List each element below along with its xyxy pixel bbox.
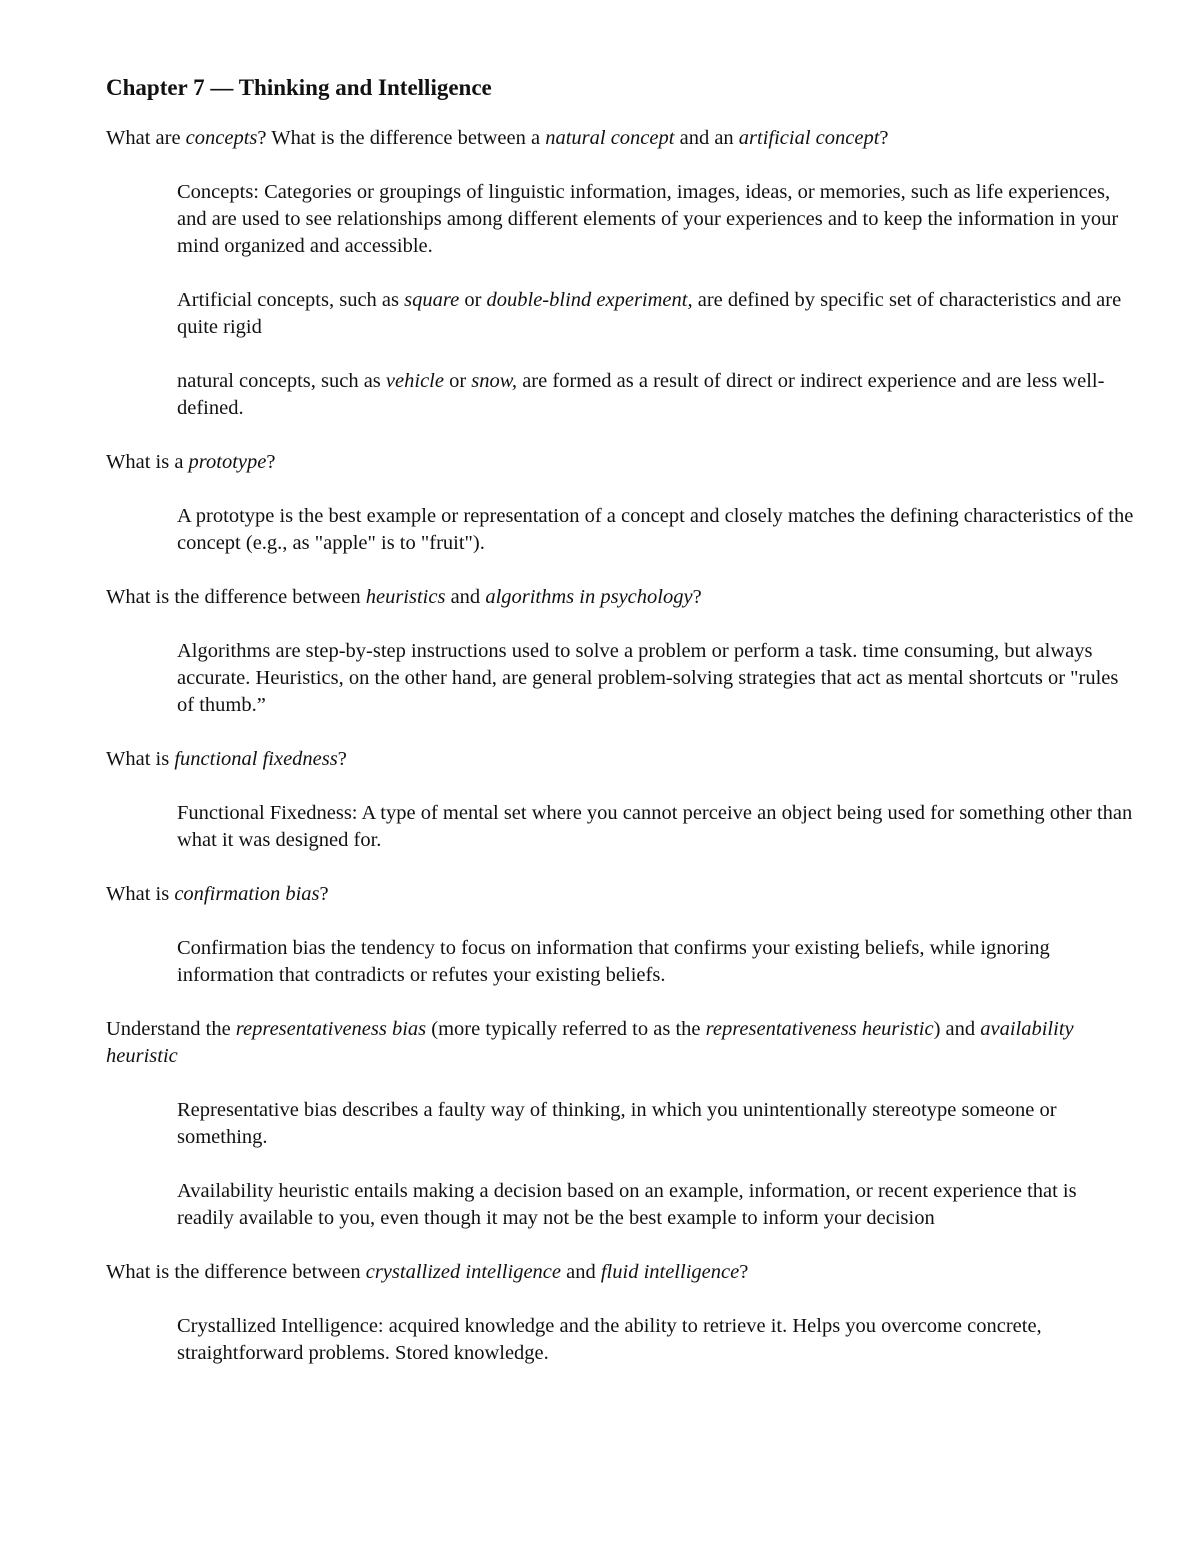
question-text: ? <box>266 451 276 473</box>
answer-artificial-concepts <box>177 287 1136 341</box>
answer-text: natural concepts, such as <box>177 370 386 392</box>
question-text: What is <box>106 748 175 770</box>
question-text: and <box>561 1261 601 1283</box>
question-text: What are <box>106 127 186 149</box>
answer-prototype: A prototype is the best example or representation of a concept and closely matches the defining characteristics of the concept (e.g., as "apple" is to "fruit"). <box>177 505 1134 554</box>
term-concepts: concepts <box>185 127 258 149</box>
term-functional-fixedness: functional fixedness <box>174 748 338 770</box>
term-availability-heuristic: availability heuristic <box>106 1018 1074 1067</box>
answer-text: are formed as a result of direct or indirect experience and are less well-defined. <box>177 370 1105 419</box>
question-text: ) and <box>933 1018 981 1040</box>
document-page <box>106 72 1136 1394</box>
term-heuristics: heuristics <box>365 586 446 608</box>
answer-natural-concepts <box>177 368 1136 422</box>
question-text: What is the difference between <box>106 586 366 608</box>
question-confirmation-bias <box>106 881 1136 908</box>
answer-crystallized-intelligence: Crystallized Intelligence: acquired knowledge and the ability to retrieve it. Helps you overcome concrete, straightforward problems. Stored knowledge. <box>177 1315 1042 1364</box>
answer-text: are defined by specific set of characteristics and are quite rigid <box>177 289 1122 338</box>
term-representativeness-heuristic: representativeness heuristic <box>705 1018 934 1040</box>
question-text: ? <box>337 748 347 770</box>
answer-text: Artificial concepts, such as <box>177 289 405 311</box>
answer-text: or <box>459 289 487 311</box>
term-artificial-concept: artificial concept <box>738 127 880 149</box>
question-text: What is the difference between <box>106 1261 366 1283</box>
question-text: and <box>445 586 486 608</box>
question-text: What is a <box>106 451 189 473</box>
answer-functional-fixedness: Functional Fixedness: A type of mental set where you cannot perceive an object being used for something other than what it was designed for. <box>177 802 1133 851</box>
term-crystallized-intelligence: crystallized intelligence <box>365 1261 561 1283</box>
term-fluid-intelligence: fluid intelligence <box>600 1261 740 1283</box>
term-natural-concept: natural concept <box>545 127 675 149</box>
question-text: ? <box>879 127 889 149</box>
question-text: (more typically referred to as the <box>426 1018 706 1040</box>
term-vehicle: vehicle <box>385 370 444 392</box>
question-text: ? <box>739 1261 749 1283</box>
question-functional-fixedness <box>106 746 1136 773</box>
answer-text: or <box>443 370 472 392</box>
question-text: ? <box>319 883 329 905</box>
term-snow: snow, <box>471 370 518 392</box>
question-prototype <box>106 449 1136 476</box>
answer-representative-bias: Representative bias describes a faulty way of thinking, in which you unintentionally stereotype someone or something. <box>177 1099 1057 1148</box>
term-double-blind-experiment: double-blind experiment, <box>486 289 693 311</box>
answer-availability-heuristic: Availability heuristic entails making a decision based on an example, information, or recent experience that is readily available to you, even though it may not be the best example to inform your decision <box>177 1180 1077 1229</box>
question-text: Understand the <box>106 1018 236 1040</box>
question-concepts <box>106 125 1136 152</box>
question-text: ? <box>692 586 702 608</box>
question-text: and an <box>674 127 739 149</box>
term-prototype: prototype <box>188 451 267 473</box>
question-intelligence <box>106 1259 1136 1286</box>
chapter-title: Chapter 7 — Thinking and Intelligence <box>106 75 492 100</box>
question-text: ? What is the difference between a <box>257 127 546 149</box>
term-confirmation-bias: confirmation bias <box>174 883 320 905</box>
question-representativeness <box>106 1016 1136 1070</box>
term-representativeness-bias: representativeness bias <box>235 1018 427 1040</box>
question-text: What is <box>106 883 175 905</box>
answer-concepts: Concepts: Categories or groupings of linguistic information, images, ideas, or memories, such as life experiences, and are used to see relationships among different elements of your experiences and to keep the information in your mind organized and accessible. <box>177 181 1119 257</box>
answer-confirmation-bias: Confirmation bias the tendency to focus on information that confirms your existing beliefs, while ignoring information that contradicts or refutes your existing beliefs. <box>177 937 1050 986</box>
answer-heuristics-algorithms: Algorithms are step-by-step instructions used to solve a problem or perform a task. time consuming, but always accurate. Heuristics, on the other hand, are general problem-solving strategies that act as mental shortcuts or "rules of thumb.” <box>177 640 1119 716</box>
question-heuristics-algorithms <box>106 584 1136 611</box>
term-square: square <box>404 289 460 311</box>
term-algorithms: algorithms in psychology <box>485 586 693 608</box>
